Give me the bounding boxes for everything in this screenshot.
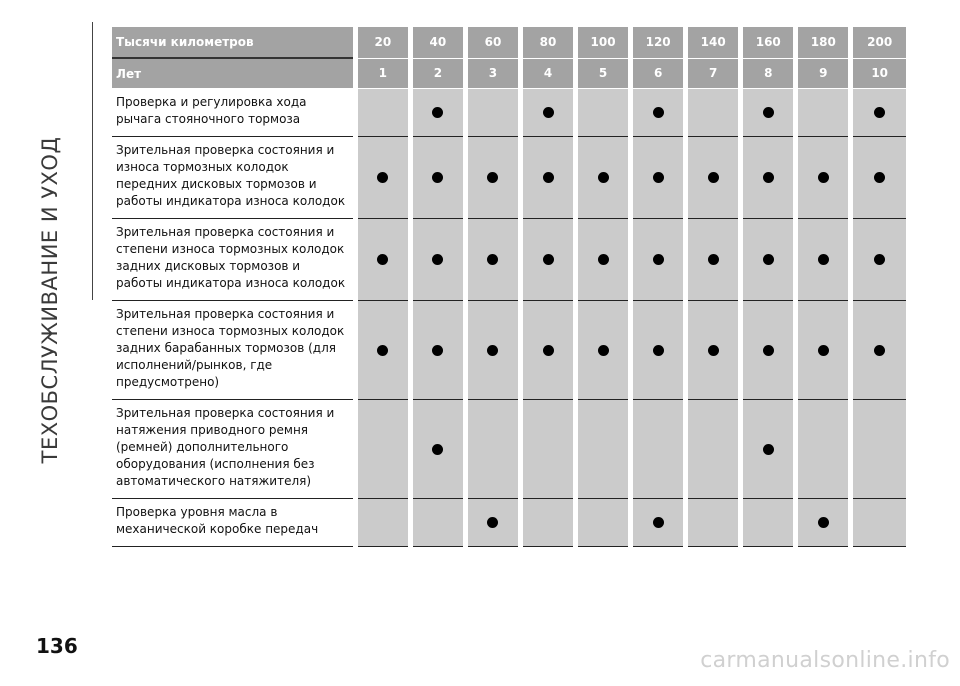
schedule-cell xyxy=(741,219,796,301)
schedule-cell xyxy=(796,400,851,499)
schedule-cell xyxy=(741,89,796,137)
schedule-cell xyxy=(520,499,575,547)
check-dot-icon xyxy=(763,254,774,265)
check-dot-icon xyxy=(653,254,664,265)
schedule-cell xyxy=(410,219,465,301)
maintenance-schedule-table xyxy=(112,27,906,547)
header-year-cell: 1 xyxy=(355,58,410,89)
check-dot-icon xyxy=(487,345,498,356)
check-dot-icon xyxy=(377,345,388,356)
check-dot-icon xyxy=(543,107,554,118)
schedule-cell xyxy=(686,137,741,219)
schedule-row xyxy=(112,301,906,400)
header-km-cell: 180 xyxy=(796,27,851,58)
header-km-label: Тысячи километров xyxy=(112,27,355,58)
header-km-cell: 80 xyxy=(520,27,575,58)
check-dot-icon xyxy=(432,107,443,118)
section-title: ТЕХОБСЛУЖИВАНИЕ И УХОД xyxy=(38,136,62,464)
schedule-cell xyxy=(631,499,686,547)
schedule-cell xyxy=(410,301,465,400)
row-label: Зрительная проверка состояния и степени износа тормозных колодок задних дисковых тормозов и работы индикатора износа колодок xyxy=(112,219,355,301)
schedule-cell xyxy=(576,219,631,301)
schedule-cell xyxy=(465,89,520,137)
schedule-cell xyxy=(741,137,796,219)
watermark: carmanualsonline.info xyxy=(700,648,950,673)
header-km-cell: 140 xyxy=(686,27,741,58)
schedule-cell xyxy=(410,400,465,499)
check-dot-icon xyxy=(874,254,885,265)
schedule-cell xyxy=(851,219,906,301)
header-year-cell: 7 xyxy=(686,58,741,89)
schedule-cell xyxy=(576,301,631,400)
check-dot-icon xyxy=(818,254,829,265)
schedule-cell xyxy=(465,301,520,400)
schedule-cell xyxy=(741,301,796,400)
schedule-cell xyxy=(465,219,520,301)
check-dot-icon xyxy=(653,345,664,356)
schedule-cell xyxy=(355,89,410,137)
schedule-cell xyxy=(355,301,410,400)
header-year-cell: 9 xyxy=(796,58,851,89)
page-number: 136 xyxy=(36,634,78,658)
check-dot-icon xyxy=(432,254,443,265)
schedule-cell xyxy=(520,89,575,137)
schedule-row xyxy=(112,137,906,219)
check-dot-icon xyxy=(818,517,829,528)
header-km-cell: 200 xyxy=(851,27,906,58)
check-dot-icon xyxy=(543,345,554,356)
check-dot-icon xyxy=(598,345,609,356)
schedule-cell xyxy=(465,400,520,499)
header-year-cell: 4 xyxy=(520,58,575,89)
check-dot-icon xyxy=(432,172,443,183)
schedule-cell xyxy=(851,400,906,499)
schedule-cell xyxy=(796,137,851,219)
schedule-cell xyxy=(576,89,631,137)
schedule-cell xyxy=(851,499,906,547)
schedule-cell xyxy=(686,400,741,499)
schedule-cell xyxy=(631,219,686,301)
header-km-cell: 40 xyxy=(410,27,465,58)
check-dot-icon xyxy=(487,517,498,528)
schedule-row xyxy=(112,400,906,499)
schedule-row xyxy=(112,89,906,137)
check-dot-icon xyxy=(874,107,885,118)
check-dot-icon xyxy=(432,345,443,356)
schedule-cell xyxy=(631,89,686,137)
schedule-cell xyxy=(851,89,906,137)
schedule-cell xyxy=(520,137,575,219)
check-dot-icon xyxy=(708,172,719,183)
check-dot-icon xyxy=(598,172,609,183)
check-dot-icon xyxy=(377,254,388,265)
header-year-cell: 3 xyxy=(465,58,520,89)
check-dot-icon xyxy=(763,107,774,118)
check-dot-icon xyxy=(487,172,498,183)
schedule-cell xyxy=(520,400,575,499)
check-dot-icon xyxy=(543,172,554,183)
row-label: Зрительная проверка состояния и износа тормозных колодок передних дисковых тормозов и работы индикатора износа колодок xyxy=(112,137,355,219)
schedule-cell xyxy=(686,219,741,301)
header-row-km xyxy=(112,27,906,58)
schedule-cell xyxy=(520,219,575,301)
schedule-cell xyxy=(686,301,741,400)
schedule-cell xyxy=(741,400,796,499)
header-years-label: Лет xyxy=(112,58,355,89)
schedule-cell xyxy=(576,499,631,547)
schedule-cell xyxy=(796,499,851,547)
schedule-cell xyxy=(355,400,410,499)
schedule-cell xyxy=(796,219,851,301)
check-dot-icon xyxy=(708,345,719,356)
check-dot-icon xyxy=(818,345,829,356)
schedule-cell xyxy=(796,89,851,137)
schedule-cell xyxy=(355,219,410,301)
schedule-cell xyxy=(410,499,465,547)
schedule-cell xyxy=(355,137,410,219)
schedule-cell xyxy=(851,301,906,400)
schedule-cell xyxy=(576,400,631,499)
header-year-cell: 10 xyxy=(851,58,906,89)
schedule-cell xyxy=(686,89,741,137)
check-dot-icon xyxy=(763,345,774,356)
schedule-cell xyxy=(796,301,851,400)
schedule-cell xyxy=(355,499,410,547)
check-dot-icon xyxy=(818,172,829,183)
header-km-cell: 100 xyxy=(576,27,631,58)
row-label: Зрительная проверка состояния и степени износа тормозных колодок задних барабанных тормозов (для исполнений/рынков, где предусмотрено) xyxy=(112,301,355,400)
header-year-cell: 2 xyxy=(410,58,465,89)
schedule-cell xyxy=(631,301,686,400)
check-dot-icon xyxy=(653,107,664,118)
schedule-cell xyxy=(631,137,686,219)
check-dot-icon xyxy=(653,517,664,528)
check-dot-icon xyxy=(377,172,388,183)
check-dot-icon xyxy=(874,172,885,183)
check-dot-icon xyxy=(598,254,609,265)
check-dot-icon xyxy=(763,444,774,455)
schedule-cell xyxy=(851,137,906,219)
check-dot-icon xyxy=(432,444,443,455)
schedule-row xyxy=(112,219,906,301)
header-km-cell: 120 xyxy=(631,27,686,58)
check-dot-icon xyxy=(763,172,774,183)
check-dot-icon xyxy=(487,254,498,265)
check-dot-icon xyxy=(874,345,885,356)
header-year-cell: 5 xyxy=(576,58,631,89)
row-label: Зрительная проверка состояния и натяжения приводного ремня (ремней) дополнительного оборудования (исполнения без автоматического натяжителя) xyxy=(112,400,355,499)
schedule-cell xyxy=(631,400,686,499)
row-label: Проверка уровня масла в механической коробке передач xyxy=(112,499,355,547)
check-dot-icon xyxy=(543,254,554,265)
row-label: Проверка и регулировка хода рычага стояночного тормоза xyxy=(112,89,355,137)
schedule-cell xyxy=(410,89,465,137)
check-dot-icon xyxy=(653,172,664,183)
section-divider xyxy=(92,22,93,300)
header-km-cell: 160 xyxy=(741,27,796,58)
schedule-row xyxy=(112,499,906,547)
schedule-cell xyxy=(520,301,575,400)
schedule-cell xyxy=(576,137,631,219)
schedule-cell xyxy=(465,137,520,219)
header-km-cell: 60 xyxy=(465,27,520,58)
schedule-body xyxy=(112,89,906,547)
header-row-years xyxy=(112,58,906,89)
schedule-cell xyxy=(410,137,465,219)
header-year-cell: 6 xyxy=(631,58,686,89)
check-dot-icon xyxy=(708,254,719,265)
header-year-cell: 8 xyxy=(741,58,796,89)
schedule-cell xyxy=(686,499,741,547)
schedule-cell xyxy=(465,499,520,547)
schedule-cell xyxy=(741,499,796,547)
header-km-cell: 20 xyxy=(355,27,410,58)
